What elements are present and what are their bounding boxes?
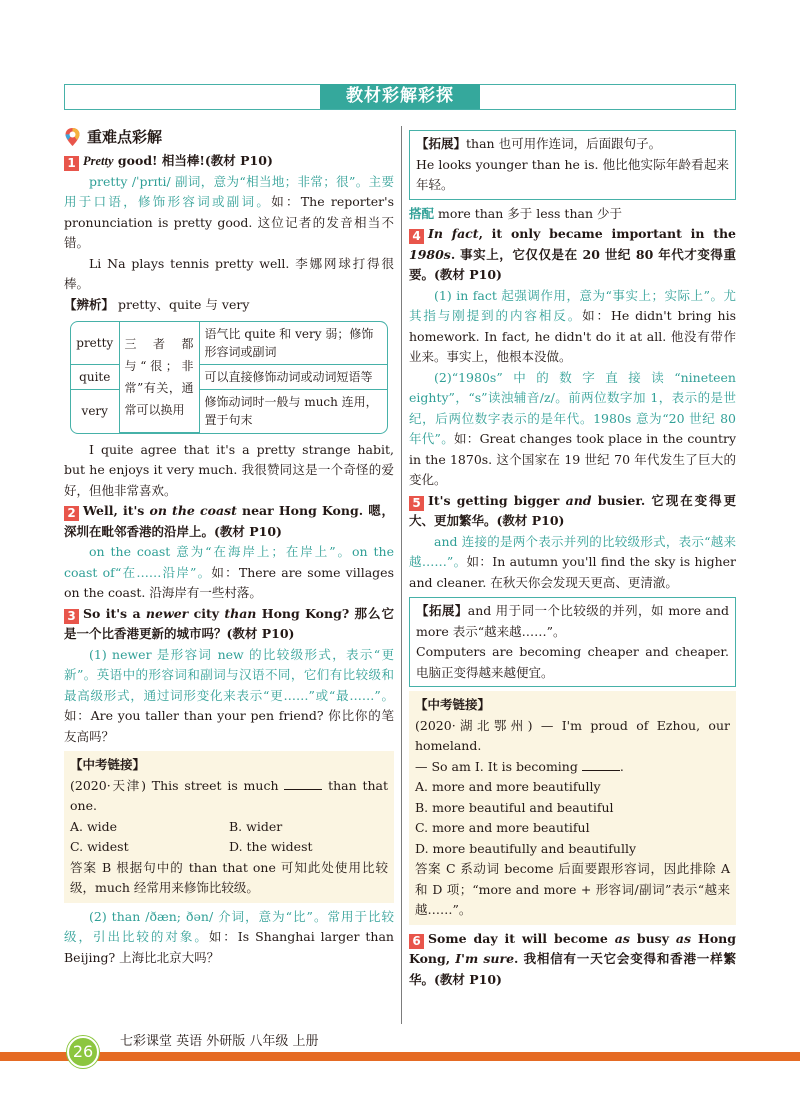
exam-link-box [64, 751, 394, 903]
banner-title: 教材彩解彩探 [320, 84, 480, 109]
exam-option: C. widest [70, 839, 129, 854]
table-desc: 可以直接修饰动词或动词短语等 [199, 365, 387, 390]
collocation-line: 搭配 more than 多于 less than 少于 [409, 205, 622, 221]
exam-option: A. wide [70, 818, 118, 834]
item-number: 2 [64, 506, 79, 521]
item-number: 3 [64, 609, 79, 624]
item-2-explanation: on the coast 意为“在海岸上；在岸上”。on the coast of“在……沿岸”。如：There are some villages on the coast. 沿海岸有一些村落。 [64, 544, 394, 600]
item-number: 5 [409, 496, 424, 511]
exam-link-box [409, 691, 736, 925]
comparison-table [70, 321, 388, 434]
item-3-explanation-2: (2) than /ðæn; ðən/ 介词，意为“比”。常用于比较级，引出比较的对象。如：Is Shanghai larger than Beijing? 上海比北京大吗？ [64, 908, 394, 965]
exam-question: (2020·天津) This street is much than that one. [70, 777, 388, 813]
item-1-heading: 1 Pretty good! 相当棒!(教材 P10) [64, 151, 394, 172]
table-desc: 修饰动词时一般与 much 连用，置于句末 [199, 390, 387, 433]
extension-example: Computers are becoming cheaper and cheaper. 电脑正变得越来越便宜。 [416, 644, 729, 680]
item-number: 4 [409, 229, 424, 244]
extension-box-1: 【拓展】than 也可用作连词，后面跟句子。 He looks younger than he is. 他比他实际年龄看起来年轻。 [409, 130, 736, 200]
table-word: pretty [71, 322, 119, 365]
item-2-heading: 2 Well, it's on the coast near Hong Kong. 嗯，深圳在毗邻香港的沿岸上。(教材 P10) [64, 503, 394, 539]
right-column [409, 126, 736, 990]
exam-answer: 答案 C 系动词 become 后面要跟形容词，因此排除 A 和 D 项；“more and more + 形容词/副词”表示“越来越……”。 [415, 861, 730, 917]
table-shared-note: 三者都与“很；非常”有关，通常可以换用 [119, 322, 199, 432]
footer-bar [0, 1052, 800, 1061]
item-number: 1 [64, 156, 79, 171]
item-1-explanation: pretty /ˈprɪti/ 副词，意为“相当地；非常；很”。主要用于口语，修饰形容词或副词。如：The reporter's pronunciation is pretty good. 这位记者的发音相当不错。 [64, 173, 394, 250]
exam-option: D. the widest [229, 839, 313, 854]
exam-answer: 答案 B 根据句中的 than that one 可知此处使用比较级，much 经常用来修饰比较级。 [70, 859, 388, 895]
exam-options [70, 817, 388, 858]
item-3-explanation-1: (1) newer 是形容词 new 的比较级形式，表示“更新”。英语中的形容词和副词与汉语不同，它们有比较级和最高级形式，通过词形变化来表示“更……”或“最……”。如：Are you taller than your pen friend? 你比你的笔友高吗？ [64, 646, 394, 744]
answer-blank [582, 759, 620, 771]
item-5-heading: 5 It's getting bigger and busier. 它现在变得更大、更加繁华。(教材 P10) [409, 492, 736, 528]
item-1-example-2: I quite agree that it's a pretty strange habit, but he enjoys it very much. 我很赞同这是一个奇怪的爱好，但他非常喜欢。 [64, 441, 394, 498]
item-4-explanation-2: (2)“1980s”中的数字直接读“nineteen eighty”，“s”读浊辅音/z/。前两位数字加 1，表示的是世纪，后两位数字表示的是年代。1980s 意为“20 世纪 80 年代”。如：Great changes took place in the country in the 1870s. 这个国家在 19 世纪 70 年代发生了巨大的变化。 [409, 369, 737, 487]
table-word: quite [71, 365, 119, 390]
extension-example: He looks younger than he is. 他比他实际年龄看起来年轻。 [416, 156, 729, 192]
item-1-example: Li Na plays tennis pretty well. 李娜网球打得很棒。 [64, 255, 394, 291]
exam-question: — So am I. It is becoming . [415, 758, 624, 774]
exam-option: D. more beautifully and beautifully [415, 840, 637, 856]
section-header [64, 126, 394, 147]
item-number: 6 [409, 934, 424, 949]
footer-book-title: 七彩课堂 英语 外研版 八年级 上册 [120, 1034, 319, 1049]
exam-option: A. more and more beautifully [415, 779, 601, 794]
item-4-explanation-1: (1) in fact 起强调作用，意为“事实上；实际上”。尤其指与刚提到的内容相反。如：He didn't bring his homework. In fact, he didn't do it at all. 他没有带作业来。事实上，他根本没做。 [409, 287, 736, 364]
exam-label: 【中考链接】 [70, 757, 146, 772]
banner-frame [64, 84, 736, 110]
table-desc: 语气比 quite 和 very 弱；修饰形容词或副词 [199, 322, 387, 365]
left-column [64, 126, 394, 968]
exam-option: B. wider [229, 818, 283, 834]
analysis-heading: 【辨析】 pretty、quite 与 very [64, 296, 250, 312]
table-word: very [71, 390, 119, 433]
extension-box-2: 【拓展】and 用于同一个比较级的并列，如 more and more 表示“越来越……”。 Computers are becoming cheaper and cheaper. 电脑正变得越来越便宜。 [409, 597, 736, 687]
item-6-heading: 6 Some day it will become as busy as Hong Kong, I'm sure. 我相信有一天它会变得和香港一样繁华。(教材 P10) [409, 930, 736, 987]
item-4-heading: 4 In fact, it only became important in the 1980s. 事实上，它仅仅是在 20 世纪 80 年代才变得重要。(教材 P10) [409, 226, 737, 282]
section-title: 重难点彩解 [87, 128, 163, 146]
item-3-heading: 3 So it's a newer city than Hong Kong? 那么它是一个比香港更新的城市吗？(教材 P10) [64, 605, 394, 641]
column-divider [401, 126, 402, 1024]
exam-question: (2020·湖北鄂州) — I'm proud of Ezhou, our homeland. [415, 717, 730, 753]
exam-option: B. more beautiful and beautiful [415, 799, 614, 815]
answer-blank [284, 778, 322, 790]
exam-label: 【中考链接】 [415, 697, 491, 712]
exam-option: C. more and more beautiful [415, 820, 590, 835]
page-number: 26 [67, 1036, 99, 1068]
location-pin-icon [64, 127, 81, 147]
item-5-explanation: and 连接的是两个表示并列的比较级形式，表示“越来越……”。如：In autumn you'll find the sky is higher and cleaner. 在秋天你会发现天更高、更清澈。 [409, 533, 737, 590]
